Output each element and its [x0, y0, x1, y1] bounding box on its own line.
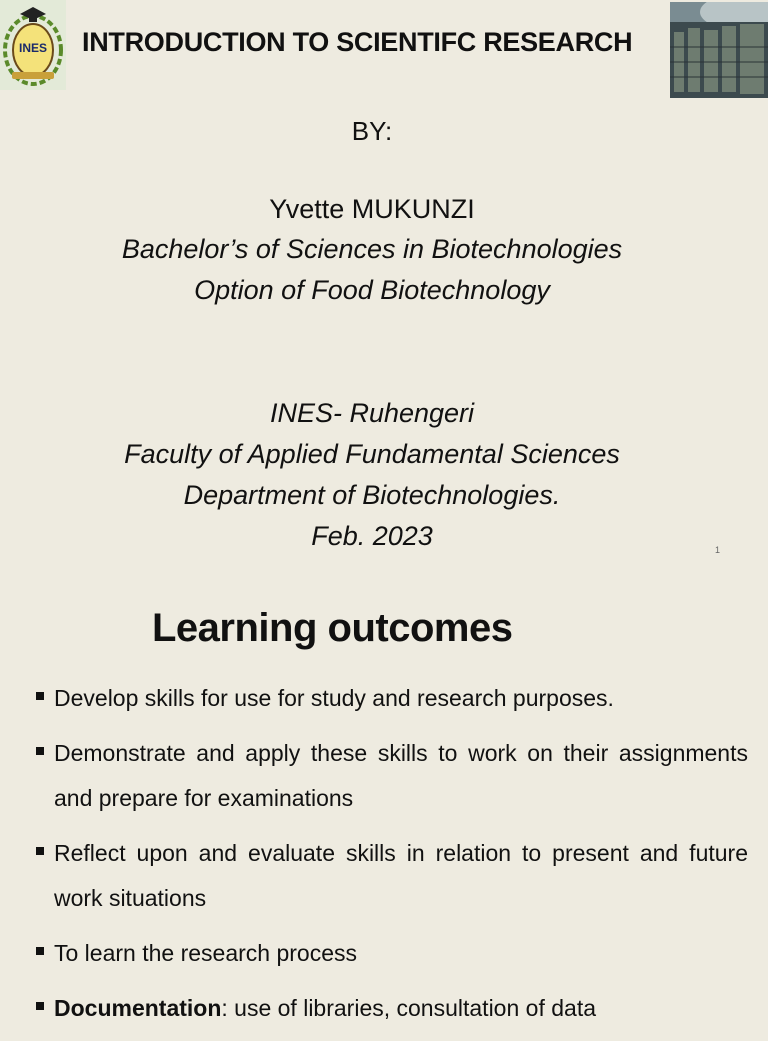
bullet-text: Demonstrate and apply these skills to work on their assignments and prepare for examinations [54, 740, 748, 811]
bullet-icon [36, 692, 44, 700]
list-item [36, 931, 748, 976]
list-item [36, 731, 748, 821]
bullet-icon [36, 947, 44, 955]
slide-title: INTRODUCTION TO SCIENTIFC RESEARCH [82, 27, 633, 57]
degree-line: Bachelor’s of Sciences in Biotechnologies [121, 234, 623, 264]
faculty-line: Faculty of Applied Fundamental Sciences [124, 439, 620, 469]
bullet-text: : use of libraries, consultation of data [221, 995, 596, 1021]
page-number: 1 [715, 545, 721, 555]
list-item [36, 676, 748, 721]
learning-outcomes-heading: Learning outcomes [152, 606, 513, 650]
bullet-icon [36, 847, 44, 855]
bullet-text: Develop skills for use for study and research purposes. [54, 685, 614, 711]
department-line: Department of Biotechnologies. [183, 480, 561, 510]
by-label: BY: [351, 116, 393, 146]
bullet-bold-term: Documentation [54, 995, 222, 1021]
institution-line: INES- Ruhengeri [269, 398, 475, 428]
list-item [36, 986, 748, 1031]
bullet-text: To learn the research process [54, 940, 357, 966]
svg-text:INES: INES [18, 41, 48, 55]
learning-outcomes-slide [0, 590, 768, 1024]
bullet-text: Reflect upon and evaluate skills in relation to present and future work situations [54, 840, 748, 911]
option-line: Option of Food Biotechnology [194, 275, 550, 305]
author-name: Yvette MUKUNZI [269, 194, 475, 224]
list-item [36, 831, 748, 921]
ines-logo [0, 0, 66, 90]
bullet-icon [36, 747, 44, 755]
library-photo [670, 2, 768, 98]
outcomes-list [36, 676, 748, 1041]
date-line: Feb. 2023 [311, 521, 433, 551]
bullet-icon [36, 1002, 44, 1010]
